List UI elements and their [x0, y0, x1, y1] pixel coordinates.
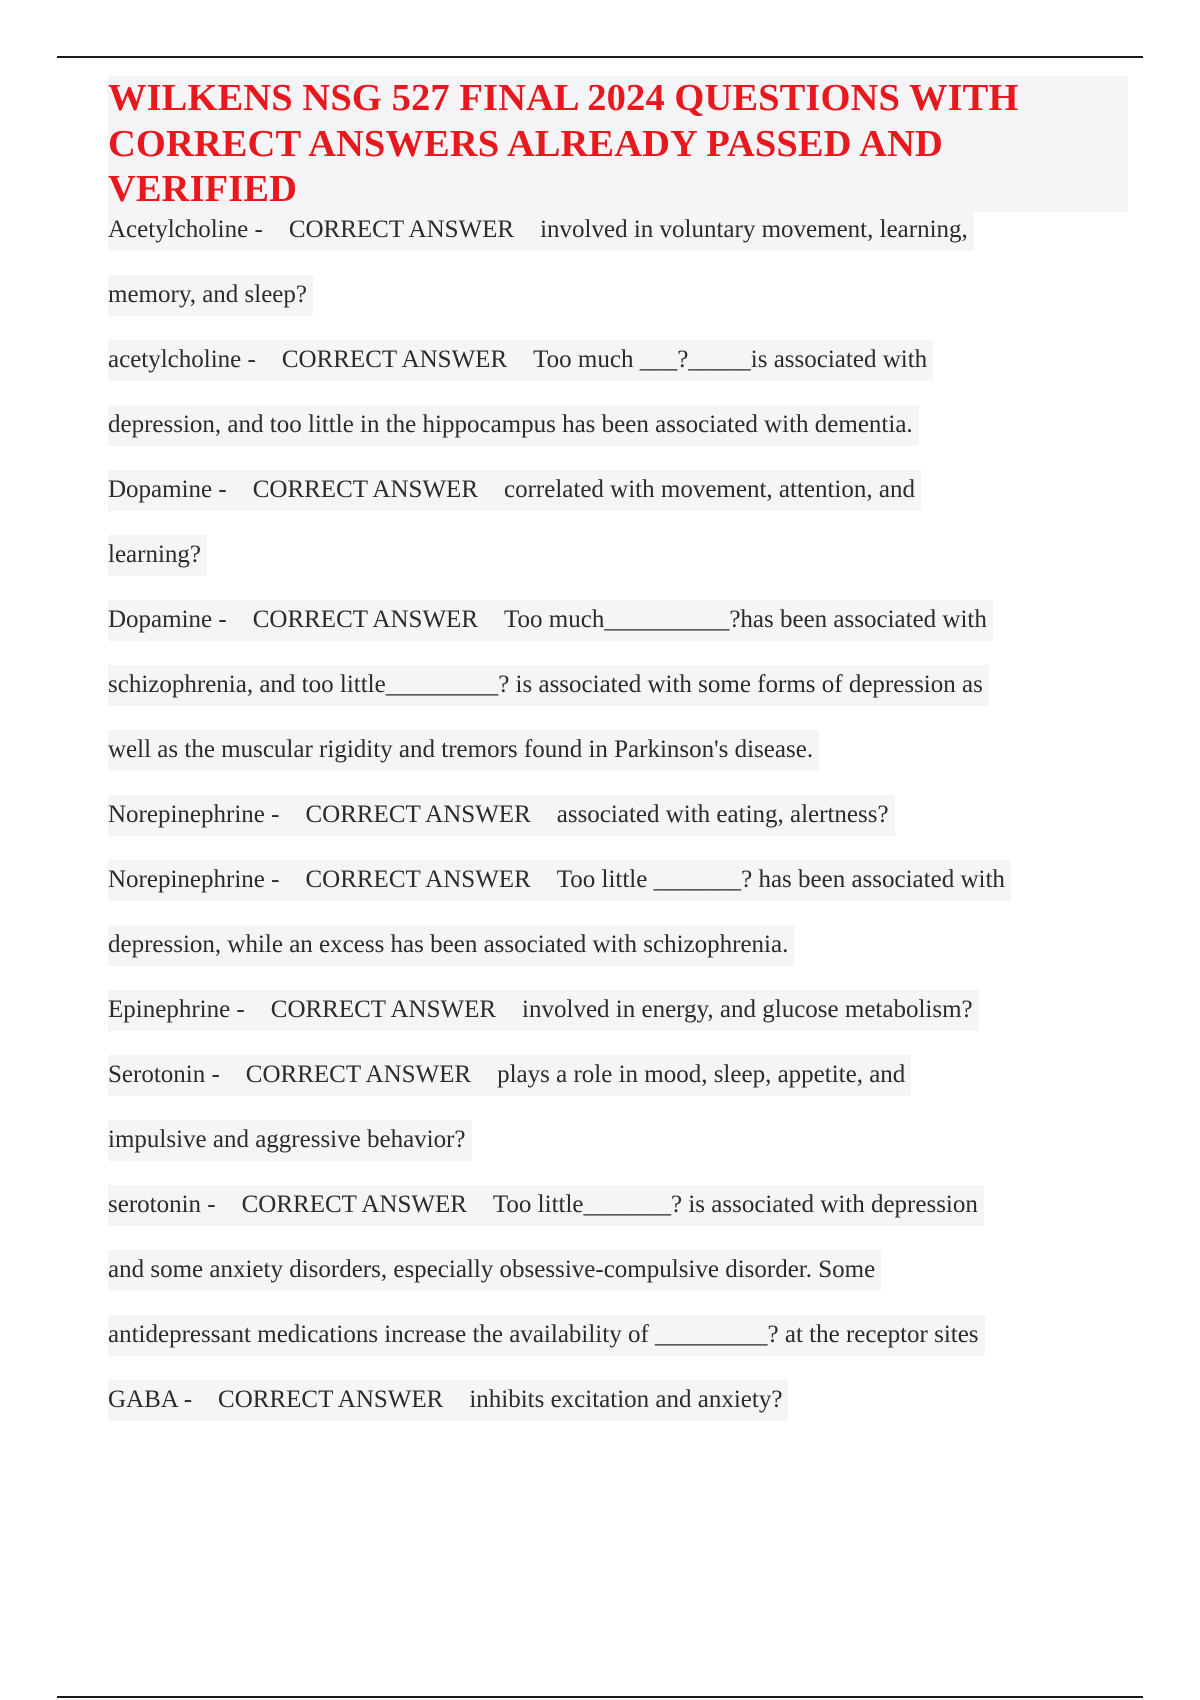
qa-entry-continuation — [108, 730, 1138, 795]
entry-answer: involved in voluntary movement, learning, — [540, 216, 968, 243]
qa-entry-continuation — [108, 1315, 1138, 1380]
correct-answer-label: CORRECT ANSWER — [241, 1191, 467, 1218]
correct-answer-label: CORRECT ANSWER — [252, 606, 478, 633]
qa-list — [108, 210, 1138, 1445]
entry-answer-cont: impulsive and aggressive behavior? — [108, 1120, 472, 1161]
entry-answer: Too much__________?has been associated with — [504, 606, 987, 633]
entry-answer: associated with eating, alertness? — [556, 801, 889, 828]
top-rule — [57, 56, 1143, 58]
entry-answer-cont: and some anxiety disorders, especially obsessive-compulsive disorder. Some — [108, 1250, 881, 1291]
correct-answer-label: CORRECT ANSWER — [252, 476, 478, 503]
entry-term: Dopamine - — [108, 476, 227, 503]
qa-entry-line — [108, 340, 1138, 405]
entry-answer-cont: antidepressant medications increase the availability of _________? at the receptor sites — [108, 1315, 985, 1356]
entry-answer: correlated with movement, attention, and — [504, 476, 915, 503]
qa-entry-line — [108, 210, 1138, 275]
qa-entry-line — [108, 470, 1138, 535]
qa-entry-continuation — [108, 535, 1138, 600]
entry-answer: Too little_______? is associated with depression — [492, 1191, 978, 1218]
entry-term: Norepinephrine - — [108, 866, 280, 893]
qa-entry-continuation — [108, 275, 1138, 340]
qa-entry-continuation — [108, 1120, 1138, 1185]
entry-answer-cont: learning? — [108, 535, 207, 576]
entry-term: Acetylcholine - — [108, 216, 263, 243]
bottom-rule — [57, 1696, 1143, 1698]
entry-answer-cont: memory, and sleep? — [108, 275, 313, 316]
document-title: WILKENS NSG 527 FINAL 2024 QUESTIONS WITH CORRECT ANSWERS ALREADY PASSED AND VERIFIED — [108, 77, 1019, 210]
entry-term: acetylcholine - — [108, 346, 256, 373]
qa-entry-line — [108, 860, 1138, 925]
correct-answer-label: CORRECT ANSWER — [245, 1061, 472, 1088]
entry-answer-cont: well as the muscular rigidity and tremors found in Parkinson's disease. — [108, 730, 819, 771]
entry-term: GABA - — [108, 1386, 193, 1413]
qa-entry-line — [108, 1380, 1138, 1445]
qa-entry-line — [108, 795, 1138, 860]
entry-answer: Too much ___?_____is associated with — [533, 346, 928, 373]
qa-entry-line — [108, 600, 1138, 665]
entry-term: Epinephrine - — [108, 996, 245, 1023]
entry-answer: involved in energy, and glucose metabolism? — [522, 996, 973, 1023]
entry-answer: plays a role in mood, sleep, appetite, and — [497, 1061, 906, 1088]
correct-answer-label: CORRECT ANSWER — [305, 801, 531, 828]
qa-entry-line — [108, 1055, 1138, 1120]
correct-answer-label: CORRECT ANSWER — [288, 216, 515, 243]
entry-term: serotonin - — [108, 1191, 216, 1218]
correct-answer-label: CORRECT ANSWER — [305, 866, 531, 893]
qa-entry-continuation — [108, 405, 1138, 470]
entry-answer: Too little _______? has been associated with — [556, 866, 1005, 893]
entry-answer-cont: schizophrenia, and too little_________? is associated with some forms of depression as — [108, 665, 989, 706]
entry-term: Dopamine - — [108, 606, 227, 633]
entry-answer-cont: depression, while an excess has been associated with schizophrenia. — [108, 925, 794, 966]
correct-answer-label: CORRECT ANSWER — [281, 346, 508, 373]
correct-answer-label: CORRECT ANSWER — [270, 996, 497, 1023]
entry-term: Serotonin - — [108, 1061, 220, 1088]
entry-term: Norepinephrine - — [108, 801, 280, 828]
qa-entry-continuation — [108, 925, 1138, 990]
entry-answer: inhibits excitation and anxiety? — [469, 1386, 783, 1413]
qa-entry-line — [108, 990, 1138, 1055]
entry-answer-cont: depression, and too little in the hippocampus has been associated with dementia. — [108, 405, 919, 446]
qa-entry-line — [108, 1185, 1138, 1250]
qa-entry-continuation — [108, 1250, 1138, 1315]
qa-entry-continuation — [108, 665, 1138, 730]
correct-answer-label: CORRECT ANSWER — [218, 1386, 444, 1413]
